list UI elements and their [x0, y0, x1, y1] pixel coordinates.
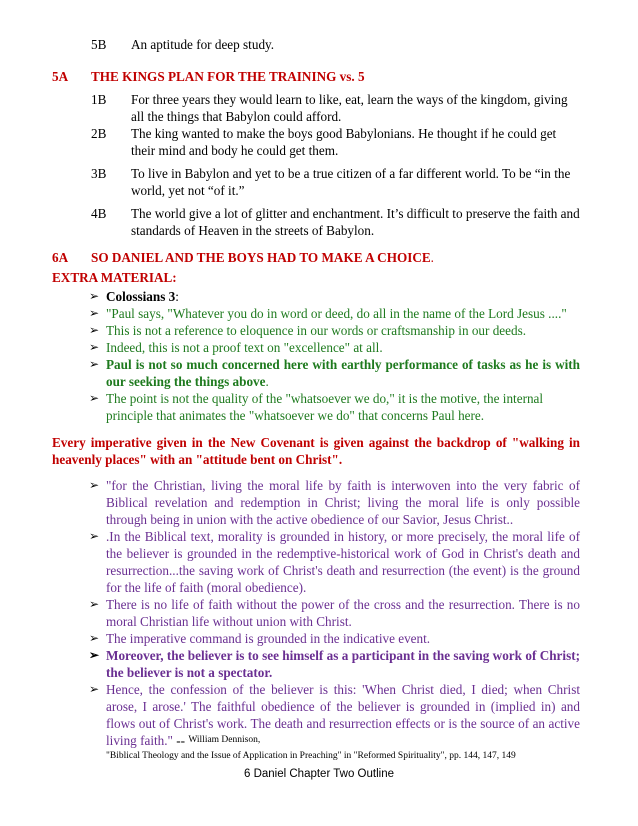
list-item [89, 681, 580, 749]
outline-label: 1B [91, 92, 107, 107]
citation-reference: "Biblical Theology and the Issue of Application in Preaching" in "Reformed Spirituality", pp. 144, 147, 149 [106, 751, 516, 761]
arrow-bullet-icon: ➢ [89, 306, 100, 320]
quote-text: .In the Biblical text, morality is grounded in history, or more precisely, the moral life of the believer is grounded in the redemptive-historical work of God in Christ's death and resurrection...the saving work of Christ's death and resurrection (the event) is the ground for the life of faith (moral obedience). [106, 529, 580, 595]
list-item [89, 477, 580, 528]
list-item [89, 305, 580, 322]
list-item [89, 596, 580, 630]
outline-text: To live in Babylon and yet to be a true citizen of a far different world. To be “in the world, yet not “of it.” [131, 166, 571, 198]
list-item [89, 528, 580, 596]
list-item [89, 356, 580, 390]
list-item [89, 322, 580, 339]
arrow-bullet-icon: ➢ [89, 529, 100, 543]
outline-item-1b [52, 91, 580, 125]
quote-text: Moreover, the believer is to see himself as a participant in the saving work of Christ; the believer is not a spectator. [106, 648, 580, 680]
section-heading-6a-text: SO DANIEL AND THE BOYS HAD TO MAKE A CHOICE [91, 250, 431, 265]
outline-label: 2B [91, 126, 107, 141]
citation-author: William Dennison, [188, 735, 261, 745]
list-item [89, 288, 580, 305]
list-item [89, 630, 580, 647]
extra-material-heading: EXTRA MATERIAL: [52, 270, 177, 285]
arrow-bullet-icon: ➢ [89, 682, 100, 696]
arrow-bullet-icon: ➢ [89, 357, 100, 371]
bullet-text: This is not a reference to eloquence in our words or craftsmanship in our deeds. [106, 323, 527, 338]
quote-text: "for the Christian, living the moral life by faith is interwoven into the very fabric of Biblical revelation and redemption in Christ; living the moral life is only possible through being in union with the active obedience of our Savior, Jesus Christ.. [106, 478, 580, 527]
bullet-text: Indeed, this is not a proof text on "excellence" at all. [106, 340, 383, 355]
list-item [89, 647, 580, 681]
bullet-text: "Paul says, "Whatever you do in word or deed, do all in the name of the Lord Jesus ...." [106, 306, 567, 321]
arrow-bullet-icon: ➢ [89, 391, 100, 405]
outline-item-5b [52, 36, 580, 53]
section-label: 5A [52, 69, 69, 84]
list-item [89, 390, 580, 424]
quote-list [52, 477, 580, 749]
section-heading-text: THE KINGS PLAN FOR THE TRAINING vs. 5 [91, 69, 365, 84]
quote-text: There is no life of faith without the power of the cross and the resurrection. There is no moral Christian life without union with Christ. [106, 597, 580, 629]
imperative-paragraph: Every imperative given in the New Covenant is given against the backdrop of "walking in heavenly places" with an "attitude bent on Christ". [52, 435, 580, 467]
outline-text: An aptitude for deep study. [131, 37, 275, 52]
bullet-text: . [265, 374, 269, 389]
citation-dash: -- [172, 733, 189, 748]
section-label: 6A [52, 250, 69, 265]
bullet-bold-text: Paul is not so much concerned here with earthly performance of tasks as he is with our seeking the things above [106, 357, 580, 389]
section-heading-5a [52, 68, 580, 85]
page-footer: 6 Daniel Chapter Two Outline [243, 768, 394, 780]
quote-text: Hence, the confession of the believer is this: 'When Christ died, I died; when Christ arose, I arose.' The faithful obedience of the believer is grounded in (implied in) and flows out of Christ's work. The death and resurrection effects or is the source of an active living faith." [106, 682, 580, 748]
section-heading-text [91, 249, 580, 266]
outline-label: 3B [91, 166, 107, 181]
arrow-bullet-icon: ➢ [89, 648, 100, 662]
arrow-bullet-icon: ➢ [89, 478, 100, 492]
section-heading-6a [52, 249, 580, 266]
arrow-bullet-icon: ➢ [89, 289, 100, 303]
extra-material-list [52, 288, 580, 424]
scripture-ref: Colossians 3 [106, 289, 176, 304]
arrow-bullet-icon: ➢ [89, 597, 100, 611]
list-item [89, 339, 580, 356]
bullet-text: The point is not the quality of the "whatsoever we do," it is the motive, the internal principle that animates the "whatsoever we do" that concerns Paul here. [106, 391, 544, 423]
quote-text: The imperative command is grounded in the indicative event. [106, 631, 431, 646]
outline-text: For three years they would learn to like, eat, learn the ways of the kingdom, giving all the things that Babylon could afford. [131, 92, 568, 124]
arrow-bullet-icon: ➢ [89, 340, 100, 354]
outline-label: 4B [91, 206, 107, 221]
bullet-text: : [175, 289, 179, 304]
outline-item-4b [52, 205, 580, 239]
outline-item-2b [52, 125, 580, 159]
arrow-bullet-icon: ➢ [89, 323, 100, 337]
outline-text: The world give a lot of glitter and enchantment. It’s difficult to preserve the faith and standards of Heaven in the streets of Babylon. [131, 206, 580, 238]
arrow-bullet-icon: ➢ [89, 631, 100, 645]
outline-text: The king wanted to make the boys good Babylonians. He thought if he could get their mind and body he could get them. [131, 126, 557, 158]
heading-period: . [430, 250, 434, 265]
outline-label: 5B [91, 37, 107, 52]
outline-item-3b [52, 165, 580, 199]
